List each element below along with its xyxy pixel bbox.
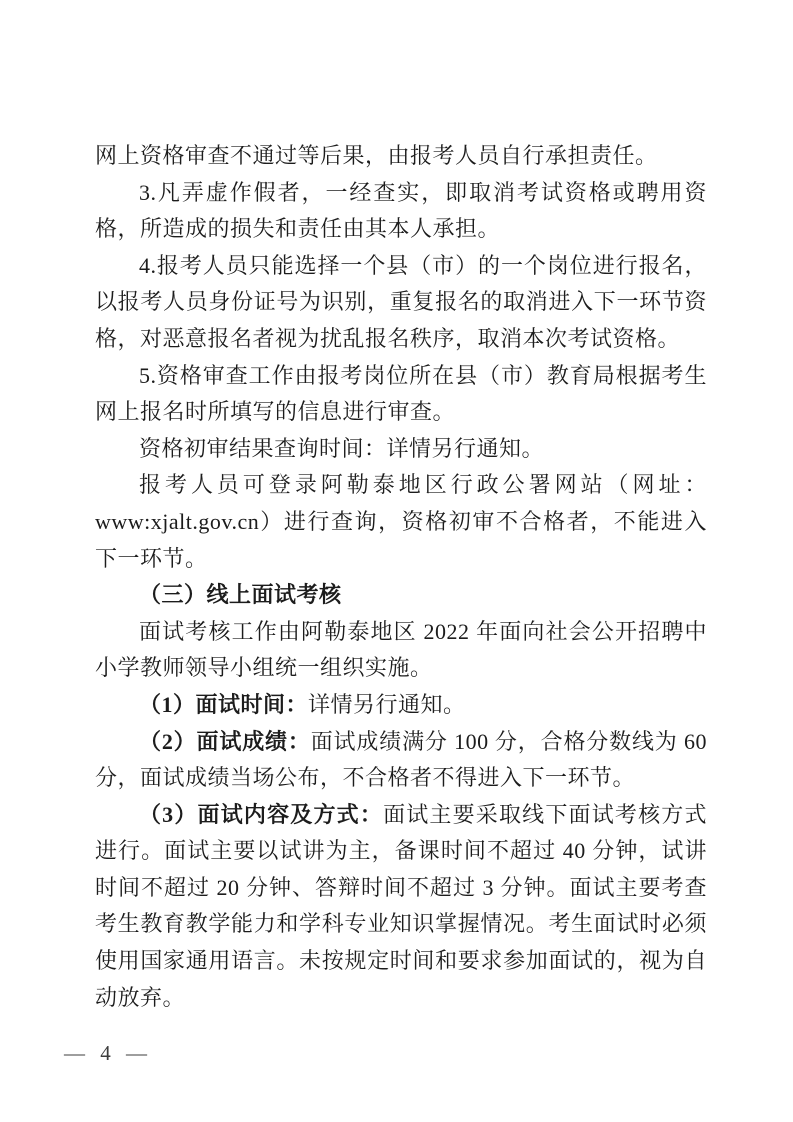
text-run: 5.资格审查工作由报考岗位所在县（市）教育局根据考生网上报名时所填写的信息进行审查。 <box>95 362 707 425</box>
text-run: 面试主要采取线下面试考核方式进行。面试主要以试讲为主，备课时间不超过 40 分钟，试讲时间不超过 20 分钟、答辩时间不超过 3 分钟。面试主要考查考生教育教学能力和学科专业知识掌握情况。考生面试时必须使用国家通用语言。未按规定时间和要求参加面试的，视为自动放弃。 <box>95 801 707 1010</box>
paragraph <box>95 175 707 248</box>
bold-run: （1）面试时间： <box>139 691 309 717</box>
paragraph <box>95 687 707 724</box>
text-run: 面试成绩满分 100 分，合格分数线为 60 分，面试成绩当场公布，不合格者不得进入下一环节。 <box>95 728 707 791</box>
text-run: 网上资格审查不通过等后果，由报考人员自行承担责任。 <box>95 143 658 168</box>
page-number: — 4 — <box>64 1041 152 1065</box>
text-run: 4.报考人员只能选择一个县（市）的一个岗位进行报名，以报考人员身份证号为识别，重复报名的取消进入下一环节资格，对恶意报名者视为扰乱报名秩序，取消本次考试资格。 <box>95 252 707 351</box>
section-heading <box>95 577 707 614</box>
text-run: 报考人员可登录阿勒泰地区行政公署网站（网址：www:xjalt.gov.cn）进行查询，资格初审不合格者，不能进入下一环节。 <box>95 472 707 571</box>
paragraph <box>95 614 707 687</box>
text-run: 面试考核工作由阿勒泰地区 2022 年面向社会公开招聘中小学教师领导小组统一组织实施。 <box>95 618 707 681</box>
bold-run: （三）线上面试考核 <box>139 582 342 608</box>
paragraph <box>95 248 707 358</box>
text-run: 详情另行通知。 <box>308 691 466 717</box>
paragraph <box>95 724 707 797</box>
paragraph <box>95 467 707 577</box>
bold-run: （3）面试内容及方式： <box>139 801 384 827</box>
paragraph <box>95 138 707 175</box>
text-run: 3.凡弄虚作假者，一经查实，即取消考试资格或聘用资格，所造成的损失和责任由其本人承担。 <box>95 179 707 242</box>
document-body <box>95 138 707 1016</box>
paragraph <box>95 431 707 468</box>
paragraph <box>95 797 707 1017</box>
paragraph <box>95 358 707 431</box>
bold-run: （2）面试成绩： <box>139 728 311 754</box>
text-run: 资格初审结果查询时间：详情另行通知。 <box>139 435 545 461</box>
